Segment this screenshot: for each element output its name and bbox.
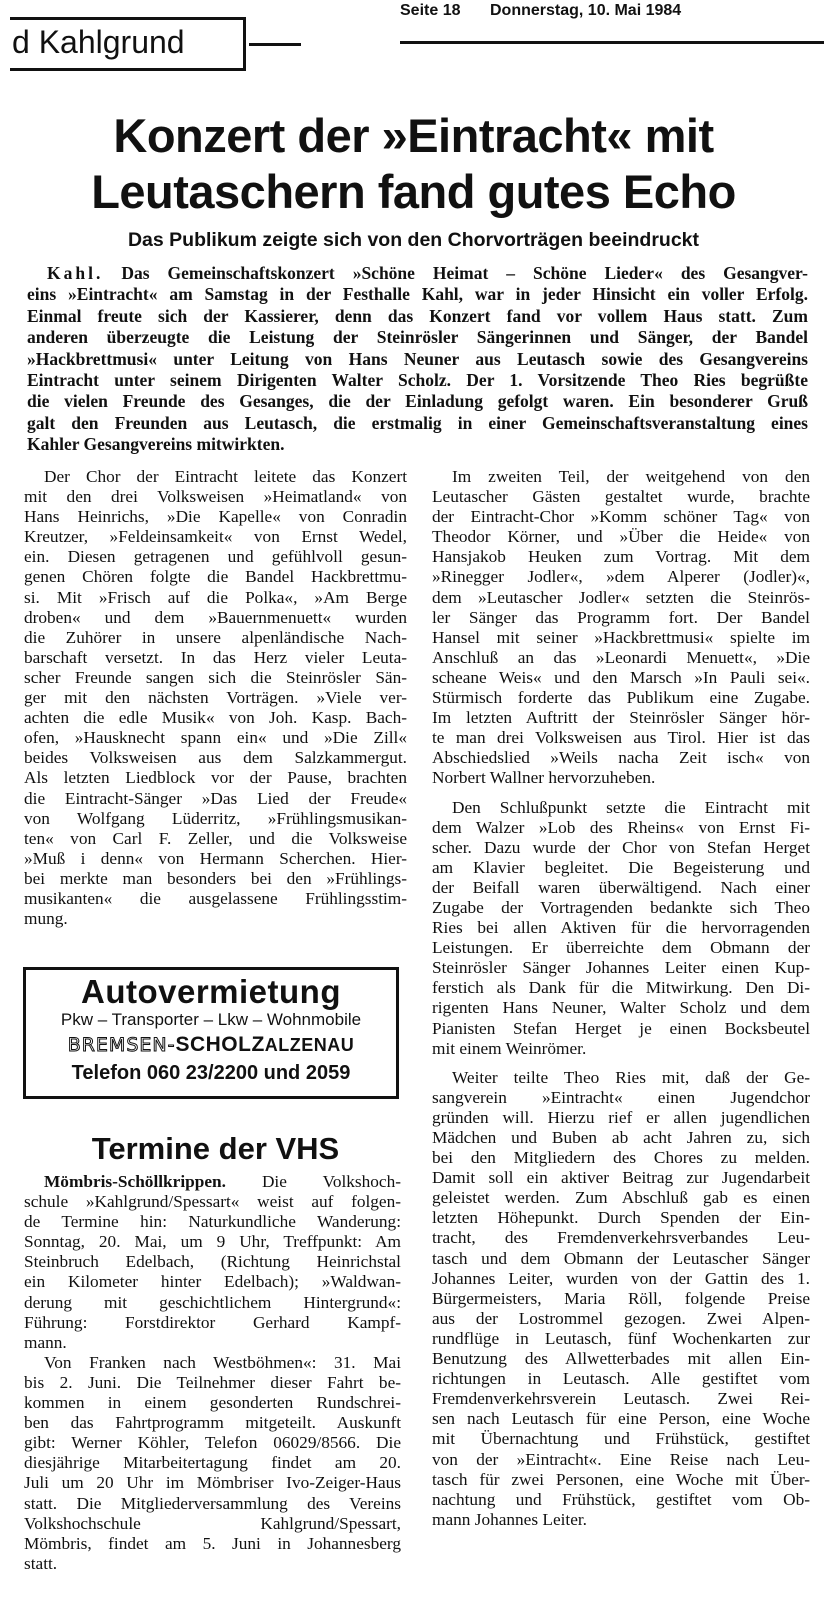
text-line: scher. Dazu wurde der Chor von Stefan Herget	[432, 837, 810, 857]
text-line: Mädchen und Buben ab acht Jahren zu, sich	[432, 1128, 810, 1147]
text-line: Führung: Forstdirektor Gerhard Kampf-	[24, 1312, 401, 1332]
vhs-title: Termine der VHS	[91, 1131, 340, 1166]
text-line: Damit soll ein aktiver Beitrag zur Jugendarbeit	[432, 1168, 810, 1188]
text-line: Als letzten Liedblock vor der Pause, brachten	[24, 768, 407, 788]
text-line: statt. Die Mitgliederversammlung des Vereins	[24, 1493, 401, 1513]
paragraph-gap	[432, 789, 810, 798]
text-line: anderen überzeugte die Leistung der Steinrösler Sängerinnen und Sänger, der Bandel	[27, 327, 808, 348]
text-line: der Eintracht-Chor »Komm schöner Tag« von	[432, 507, 810, 527]
text-line: achten die edle Musik« von Joh. Kasp. Bach-	[24, 708, 407, 728]
text-line: rigenten Hans Neuner, Walter Scholz und dem	[432, 998, 810, 1018]
text-line: Weiter teilte Theo Ries mit, daß der Ge-	[452, 1067, 810, 1087]
lead-paragraph	[27, 263, 808, 456]
text-line: beides Volksweisen aus dem Salzkammergut.	[24, 748, 407, 768]
text-line: ben das Fahrtprogramm mitgeteilt. Auskunft	[24, 1413, 401, 1433]
text-line: ger mit den nächsten Vorträgen. »Viele ver-	[24, 688, 407, 708]
text-line: gründen will. Hierzu rief er allen jugendlichen	[432, 1107, 810, 1127]
text-line: ein Kilometer hinter Edelbach); »Waldwan-	[24, 1272, 401, 1292]
text-line: scher Freunde sangen sich die Steinrösler Sän-	[24, 667, 407, 687]
text-line: si. Mit »Frisch auf die Polka«, »Am Berge	[24, 587, 407, 607]
text-line: droben« und dem »Bauernmenuett« wurden	[24, 607, 407, 627]
ad-title: Autovermietung	[80, 973, 341, 1010]
text-line: gibt: Werner Köhler, Telefon 06029/8566. Die	[24, 1433, 401, 1453]
text-line: dem »Leutascher Jodler« setzten die Steinrös-	[432, 587, 810, 607]
text-line: tracht, des Fremdenverkehrsverbandes Leu-	[432, 1228, 810, 1248]
text-line: bei merkte man besonders bei den »Frühlings-	[24, 868, 407, 888]
text-line: ofen, »Hausknecht spann ein« und »Die Zill«	[24, 728, 407, 748]
text-line: die Zuhörer in unsere alpenländische Nach-	[24, 627, 407, 647]
vhs-body	[24, 1172, 401, 1574]
header-rule	[400, 41, 824, 44]
text-line	[24, 1172, 401, 1192]
text-line: schule »Kahlgrund/Spessart« weist auf folgen-	[24, 1192, 401, 1212]
text-line: Von Franken nach Westböhmen«: 31. Mai	[44, 1352, 401, 1372]
text-line: Johannes Leiter, wurden von der Gattin des 1.	[432, 1268, 810, 1288]
headline	[0, 108, 827, 220]
text-line: Pianisten Stefan Herget je einen Bocksbeutel	[432, 1018, 810, 1038]
text-line: sangverein »Eintracht« einen Jugendchor	[432, 1087, 810, 1107]
advertisement-box	[23, 967, 399, 1099]
subheadline: Das Publikum zeigte sich von den Chorvorträgen beeindruckt	[127, 229, 700, 251]
headline-line: Konzert der »Eintracht« mit	[113, 109, 714, 162]
text-line: Abschiedslied »Weils nacha Zeit isch« von	[432, 748, 810, 768]
text-line: richtungen in Leutasch. Alle gestiftet vom	[432, 1369, 810, 1389]
text-line: musikanten« die ausgelassene Frühlingsstim-	[24, 888, 407, 908]
vhs-dateline: Mömbris-Schöllkrippen.	[44, 1172, 226, 1191]
text-line: derung mit geschichtlichem Hintergrund«:	[24, 1292, 401, 1312]
text-line: Fremdenverkehrsverein Leutasch. Zwei Rei-	[432, 1389, 810, 1409]
text-line: »Rinegger Jodler«, »dem Alperer (Jodler)«,	[432, 567, 810, 587]
text-line: kommen in einem gesonderten Rundschrei-	[24, 1393, 401, 1413]
text-line: mann.	[24, 1332, 67, 1352]
text-line: Hans Heinrichs, »Die Kapelle« von Conradin	[24, 507, 407, 527]
ad-services: Pkw – Transporter – Lkw – Wohnmobile	[60, 1010, 362, 1029]
headline-line: Leutaschern fand gutes Echo	[91, 165, 736, 218]
text-line: am Klavier begleitet. Die Begeisterung und	[432, 857, 810, 877]
text-line: barschaft versetzt. In das Herz vieler Leuta-	[24, 647, 407, 667]
text-line: Zugabe der Vortragenden bedankte sich Theo	[432, 897, 810, 917]
text-line	[27, 263, 808, 284]
article-column-left	[24, 467, 407, 929]
text-line: Bürgermeisters, Maria Röll, folgende Preise	[432, 1288, 810, 1308]
article-column-right	[432, 467, 810, 1530]
text-line: te man drei Volksweisen aus Tirol. Hier ist das	[432, 728, 810, 748]
text-line-content: Die Volkshoch-	[225, 1172, 401, 1191]
text-line: Eintracht unter seinem Dirigenten Walter Scholz. Der 1. Vorsitzende Theo Ries begrüßte	[27, 370, 808, 391]
text-line: tasch für zwei Personen, eine Woche mit Über-	[432, 1469, 810, 1489]
text-line: tasch und dem Obmann der Leutascher Sänger	[432, 1248, 810, 1268]
text-line: Im zweiten Teil, der weitgehend von den	[452, 467, 810, 486]
ad-brand	[26, 1031, 396, 1059]
text-line: Leutascher Gästen gestaltet wurde, brachte	[432, 487, 810, 507]
text-line: ein. Diesen getragenen und gefühlvoll gesun-	[24, 547, 407, 567]
text-line: dem Walzer »Lob des Rheins« von Ernst Fi-	[432, 817, 810, 837]
paragraph-gap	[432, 1059, 810, 1068]
text-line: ten« von Carl F. Zeller, und die Volksweise	[24, 828, 407, 848]
text-line: Der Chor der Eintracht leitete das Konzert	[44, 467, 407, 486]
text-line: Einmal freute sich der Kassierer, denn das Konzert fand vor vollem Haus statt. Zum	[27, 305, 808, 326]
section-rule	[249, 43, 301, 46]
text-line: mung.	[24, 909, 68, 929]
text-line: von Wolfgang Lüderritz, »Frühlingsmusikan-	[24, 808, 407, 828]
text-line: mit den drei Volksweisen »Heimatland« von	[24, 487, 407, 507]
text-line: Sonntag, 20. Mai, um 9 Uhr, Treffpunkt: Am	[24, 1232, 401, 1252]
text-line: Im letzten Auftritt der Steinrösler Sänger hör-	[432, 708, 810, 728]
text-line: bei den Mitgliedern des Chores zu melden.	[432, 1148, 810, 1168]
text-line: galt den Freunden aus Leutasch, die erstmalig in einer Gemeinschaftsveranstaltung eines	[27, 412, 808, 433]
text-line: Norbert Wallner hervorzuheben.	[432, 768, 656, 788]
text-line: von der »Eintracht«. Eine Reise nach Leu-	[432, 1449, 810, 1469]
text-line-content: Das Gemeinschaftskonzert »Schöne Heimat – Schöne Lieder« des Gesangver-	[103, 263, 808, 283]
text-line: Steinrösler Sänger Johannes Leiter einen Kup-	[432, 958, 810, 978]
text-line: die Eintracht-Sänger »Das Lied der Freude«	[24, 788, 407, 808]
text-line: aus der Lostrommel gezogen. Zwei Alpen-	[432, 1308, 810, 1328]
text-line: letzten Höhepunkt. Durch Spenden der Ein-	[432, 1208, 810, 1228]
text-line: Leistungen. Er überreichte dem Obmann der	[432, 938, 810, 958]
dateline: Kahl.	[47, 263, 104, 283]
text-line: Kahler Gesangvereins mitwirkten.	[27, 434, 285, 455]
text-line: Ries bei allen Aktiven für die hervorragenden	[432, 918, 810, 938]
text-line: Mömbris, findet am 5. Juni in Johannesberg	[24, 1533, 401, 1553]
text-line: »Hackbrettmusi« unter Leitung von Hans Neuner aus Leutasch sowie des Gesangvereins	[27, 348, 808, 369]
section-title: d Kahlgrund	[12, 24, 185, 60]
ad-brand-outline: BREMSEN-	[67, 1034, 176, 1056]
text-line: die vielen Freunde des Gesanges, die der Einladung gefolgt waren. Ein besonderer Gruß	[27, 391, 808, 412]
text-line: Stürmisch forderte das Publikum eine Zugabe.	[432, 688, 810, 708]
text-line: sen nach Leutasch für eine Person, eine Woche	[432, 1409, 810, 1429]
text-line: mit einem Weinrömer.	[432, 1038, 587, 1058]
text-line: Hansel mit seiner »Hackbrettmusi« spielte im	[432, 627, 810, 647]
ad-brand-town: ALZENAU	[264, 1035, 355, 1055]
text-line: de Termine hin: Naturkundliche Wanderung:	[24, 1212, 401, 1232]
text-line: nachtung und Frühstück, gestiftet vom Ob-	[432, 1489, 810, 1509]
text-line: genen Chören folgte die Bandel Hackbrettmu-	[24, 567, 407, 587]
text-line: rundflüge in Leutasch, fünf Wochenkarten zur	[432, 1328, 810, 1348]
text-line: Anschluß an das »Leonardi Menuett«, »Die	[432, 647, 810, 667]
text-line: Theodor Körner, und »Über die Heide« von	[432, 527, 810, 547]
text-line: ferstich als Dank für die Mitwirkung. Den Di-	[432, 978, 810, 998]
ad-brand-bold: SCHOLZ	[175, 1033, 265, 1056]
text-line: Kreutzer, »Feldeinsamkeit« von Ernst Wedel,	[24, 527, 407, 547]
text-line: eins »Eintracht« am Samstag in der Festhalle Kahl, war in jeder Hinsicht ein voller Erfolg.	[27, 284, 808, 305]
page-number: Seite 18	[400, 2, 461, 19]
text-line: diesjährige Mitarbeitertagung findet am 20.	[24, 1453, 401, 1473]
text-line: Volkshochschule Kahlgrund/Spessart,	[24, 1513, 401, 1533]
text-line: ler Sänger das Programm fort. Der Bandel	[432, 607, 810, 627]
issue-date: Donnerstag, 10. Mai 1984	[490, 2, 682, 19]
text-line: bis 2. Juni. Die Teilnehmer dieser Fahrt be-	[24, 1372, 401, 1392]
text-line: scheane Weis« und den Marsch »In Pauli sei«.	[432, 667, 810, 687]
text-line: mit Übernachtung und Frühstück, gestiftet	[432, 1429, 810, 1449]
text-line: Hansjakob Heuken zum Vortrag. Mit dem	[432, 547, 810, 567]
text-line: mann Johannes Leiter.	[432, 1509, 588, 1529]
text-line: der Beifall waren überwältigend. Nach einer	[432, 877, 810, 897]
ad-phone: Telefon 060 23/2200 und 2059	[71, 1062, 351, 1084]
text-line: geleistet werden. Zum Abschluß gab es einen	[432, 1188, 810, 1208]
text-line: »Muß i denn« von Hermann Scherchen. Hier-	[24, 848, 407, 868]
text-line: Steinbruch Edelbach, (Richtung Heinrichstal	[24, 1252, 401, 1272]
text-line: statt.	[24, 1553, 58, 1573]
text-line: Benutzung des Allwetterbades mit allen Ein-	[432, 1349, 810, 1369]
text-line: Juli um 20 Uhr im Mömbriser Ivo-Zeiger-Haus	[24, 1473, 401, 1493]
text-line: Den Schlußpunkt setzte die Eintracht mit	[452, 797, 810, 817]
